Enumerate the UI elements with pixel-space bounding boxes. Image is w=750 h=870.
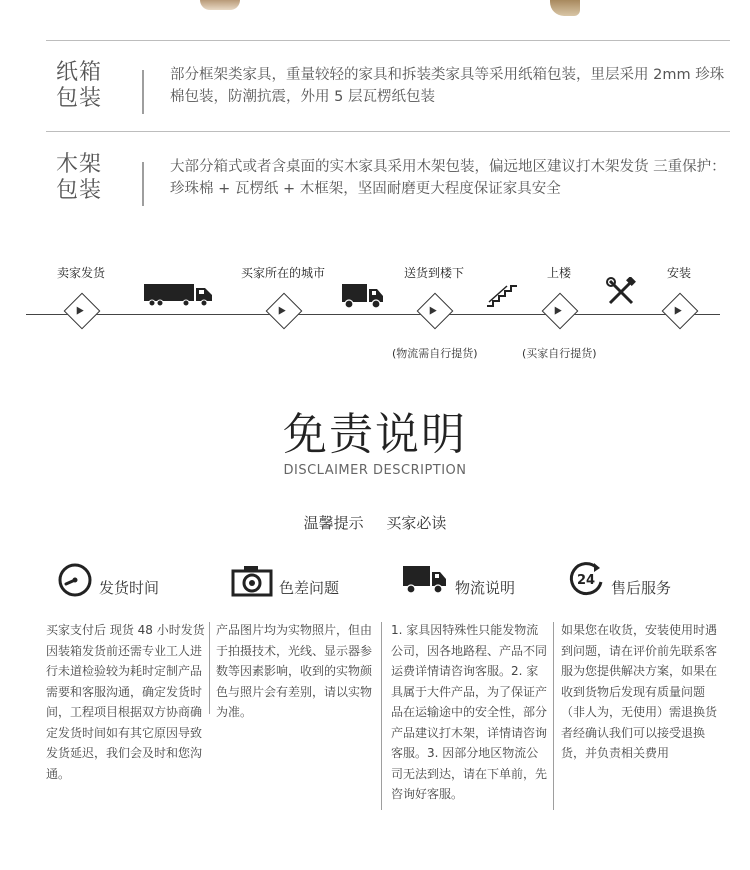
wood-packaging-desc: 大部分箱式或者含桌面的实木家具采用木架包装，偏远地区建议打木架发货 三重保护：珍珠棉 + 瓦楞纸 + 木框架，坚固耐磨更大程度保证家具安全 <box>170 159 726 197</box>
stairs-icon <box>485 280 519 308</box>
vertical-bar <box>142 162 144 206</box>
heading-color-diff: 色差问题 <box>279 579 340 597</box>
tips-line: 温馨提示 买家必读 <box>303 514 447 532</box>
step-marker <box>64 293 101 330</box>
step-marker <box>542 293 579 330</box>
step-marker <box>417 293 454 330</box>
truck-icon <box>403 566 447 596</box>
step-downstairs: 送货到楼下 <box>403 266 465 280</box>
disclaimer-subtitle: DISCLAIMER DESCRIPTION <box>283 463 467 478</box>
wood-packaging-title: 木架 包装 <box>56 152 103 203</box>
tools-icon <box>606 277 636 307</box>
step-upstairs: 上楼 <box>546 266 572 280</box>
step-seller-ship: 卖家发货 <box>56 266 106 280</box>
carton-packaging-title: 纸箱 包装 <box>56 60 103 111</box>
truck-large-icon <box>144 282 214 308</box>
note-logistics-pickup: (物流需自行提货) <box>392 347 478 360</box>
col-body-logistics: 1. 家具因特殊性只能发物流公司，因各地路程、产品不同运费详情请咨询客服。2. 家具属于大件产品，为了保证产品在运输途中的安全性，部分产品建议打木架，详情请咨询客服。3. 因部分地区物流公司无法到达，请在下单前，先咨询好客服。 <box>391 623 548 801</box>
divider <box>46 40 730 41</box>
vertical-bar <box>142 70 144 114</box>
carton-packaging-desc: 部分框架类家具，重量较轻的家具和拆装类家具等采用纸箱包装，里层采用 2mm 珍珠棉包装，防潮抗震，外用 5 层瓦楞纸包装 <box>170 67 725 105</box>
note-buyer-pickup: (买家自行提货) <box>522 347 597 360</box>
column-divider <box>209 622 210 714</box>
col-body-color-diff: 产品图片均为实物照片，但由于拍摄技术，光线、显示器参数等因素影响，收到的实物颜色与照片会有差别，请以实物为准。 <box>216 623 373 719</box>
step-marker <box>662 293 699 330</box>
clock-icon <box>57 562 93 598</box>
col-body-ship-time: 买家支付后 现货 48 小时发货 因装箱发货前还需专业工人进行未道检验较为耗时定制产品需要和客服沟通，确定发货时间，工程项目根据双方协商确定发货时间如有其它原因导致发货延迟，我们会及时和您沟通。 <box>46 623 205 781</box>
disclaimer-title: 免责说明 <box>283 409 467 460</box>
heading-logistics: 物流说明 <box>455 579 516 597</box>
camera-icon <box>231 564 273 598</box>
column-divider <box>381 622 382 810</box>
timeline-line <box>26 314 720 315</box>
divider <box>46 131 730 132</box>
col-body-after-sales: 如果您在收货，安装使用时遇到问题，请在评价前先联系客服为您提供解决方案，如果在收到货物后发现有质量问题（非人为，无使用）需退换货者经确认我们可以接受退换货，并负责相关费用 <box>561 623 718 760</box>
24h-service-icon <box>567 560 605 598</box>
step-marker <box>266 293 303 330</box>
column-divider <box>553 622 554 810</box>
step-buyer-city: 买家所在的城市 <box>240 266 326 280</box>
heading-after-sales: 售后服务 <box>611 579 672 597</box>
heading-ship-time: 发货时间 <box>99 579 160 597</box>
product-photo-edge <box>200 0 580 20</box>
svg-text:24: 24 <box>576 573 596 588</box>
step-install: 安装 <box>666 266 692 280</box>
truck-small-icon <box>342 282 384 310</box>
